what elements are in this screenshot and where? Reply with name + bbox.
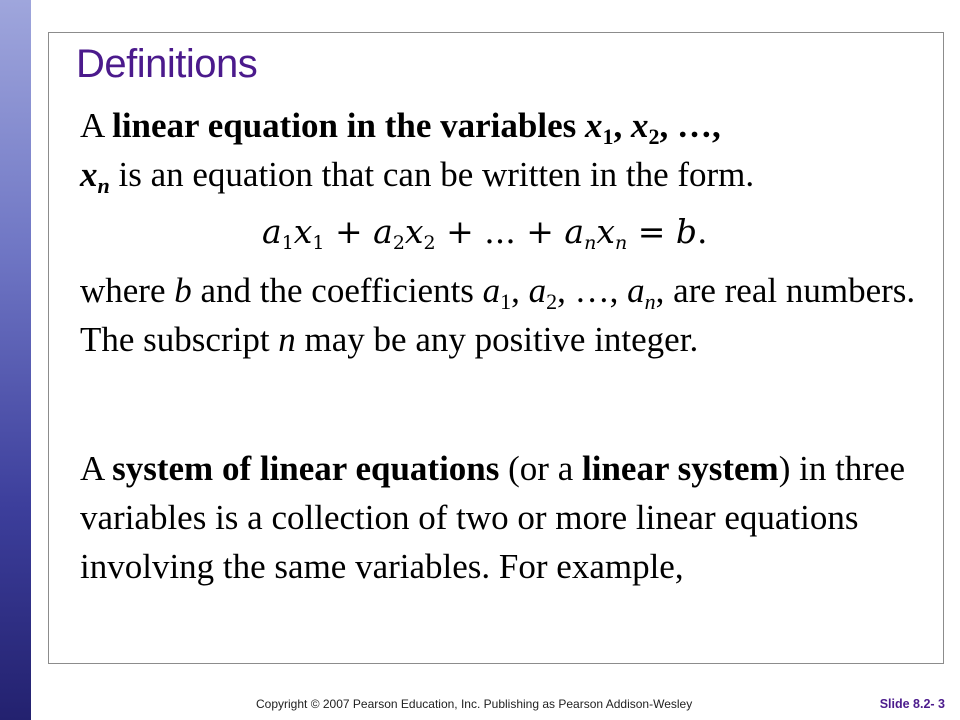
slide-title: Definitions <box>76 42 258 86</box>
term-linear-equation: linear equation in the variables $x_1$, $x_2$, …, $x_n$ <box>80 106 721 198</box>
linear-equation-formula: $a_1x_1 + a_2x_2$ + ... + $a_nx_n = b$. <box>262 212 708 254</box>
slide-number: Slide 8.2- 3 <box>879 697 945 711</box>
copyright-notice: Copyright © 2007 Pearson Education, Inc. Publishing as Pearson Addison-Wesley <box>256 697 693 711</box>
linear-equation-definition: A linear equation in the variables $x_1$, $x_2$, …, $x_n$ is an equation that can be written in the form. <box>80 106 755 198</box>
coefficients-explanation: where b and the coefficients $a_1$, $a_2$, …, $a_n$, are real numbers. The subscript n may be any positive integer. <box>80 271 916 359</box>
linear-system-definition: A system of linear equations (or a linear system) in three variables is a collection of two or more linear equations involving the same variables. For example, <box>80 449 906 586</box>
term-linear-system: linear system <box>582 449 779 488</box>
left-gradient-bar <box>0 0 31 720</box>
term-system-of-linear-equations: system of linear equations <box>112 449 500 488</box>
